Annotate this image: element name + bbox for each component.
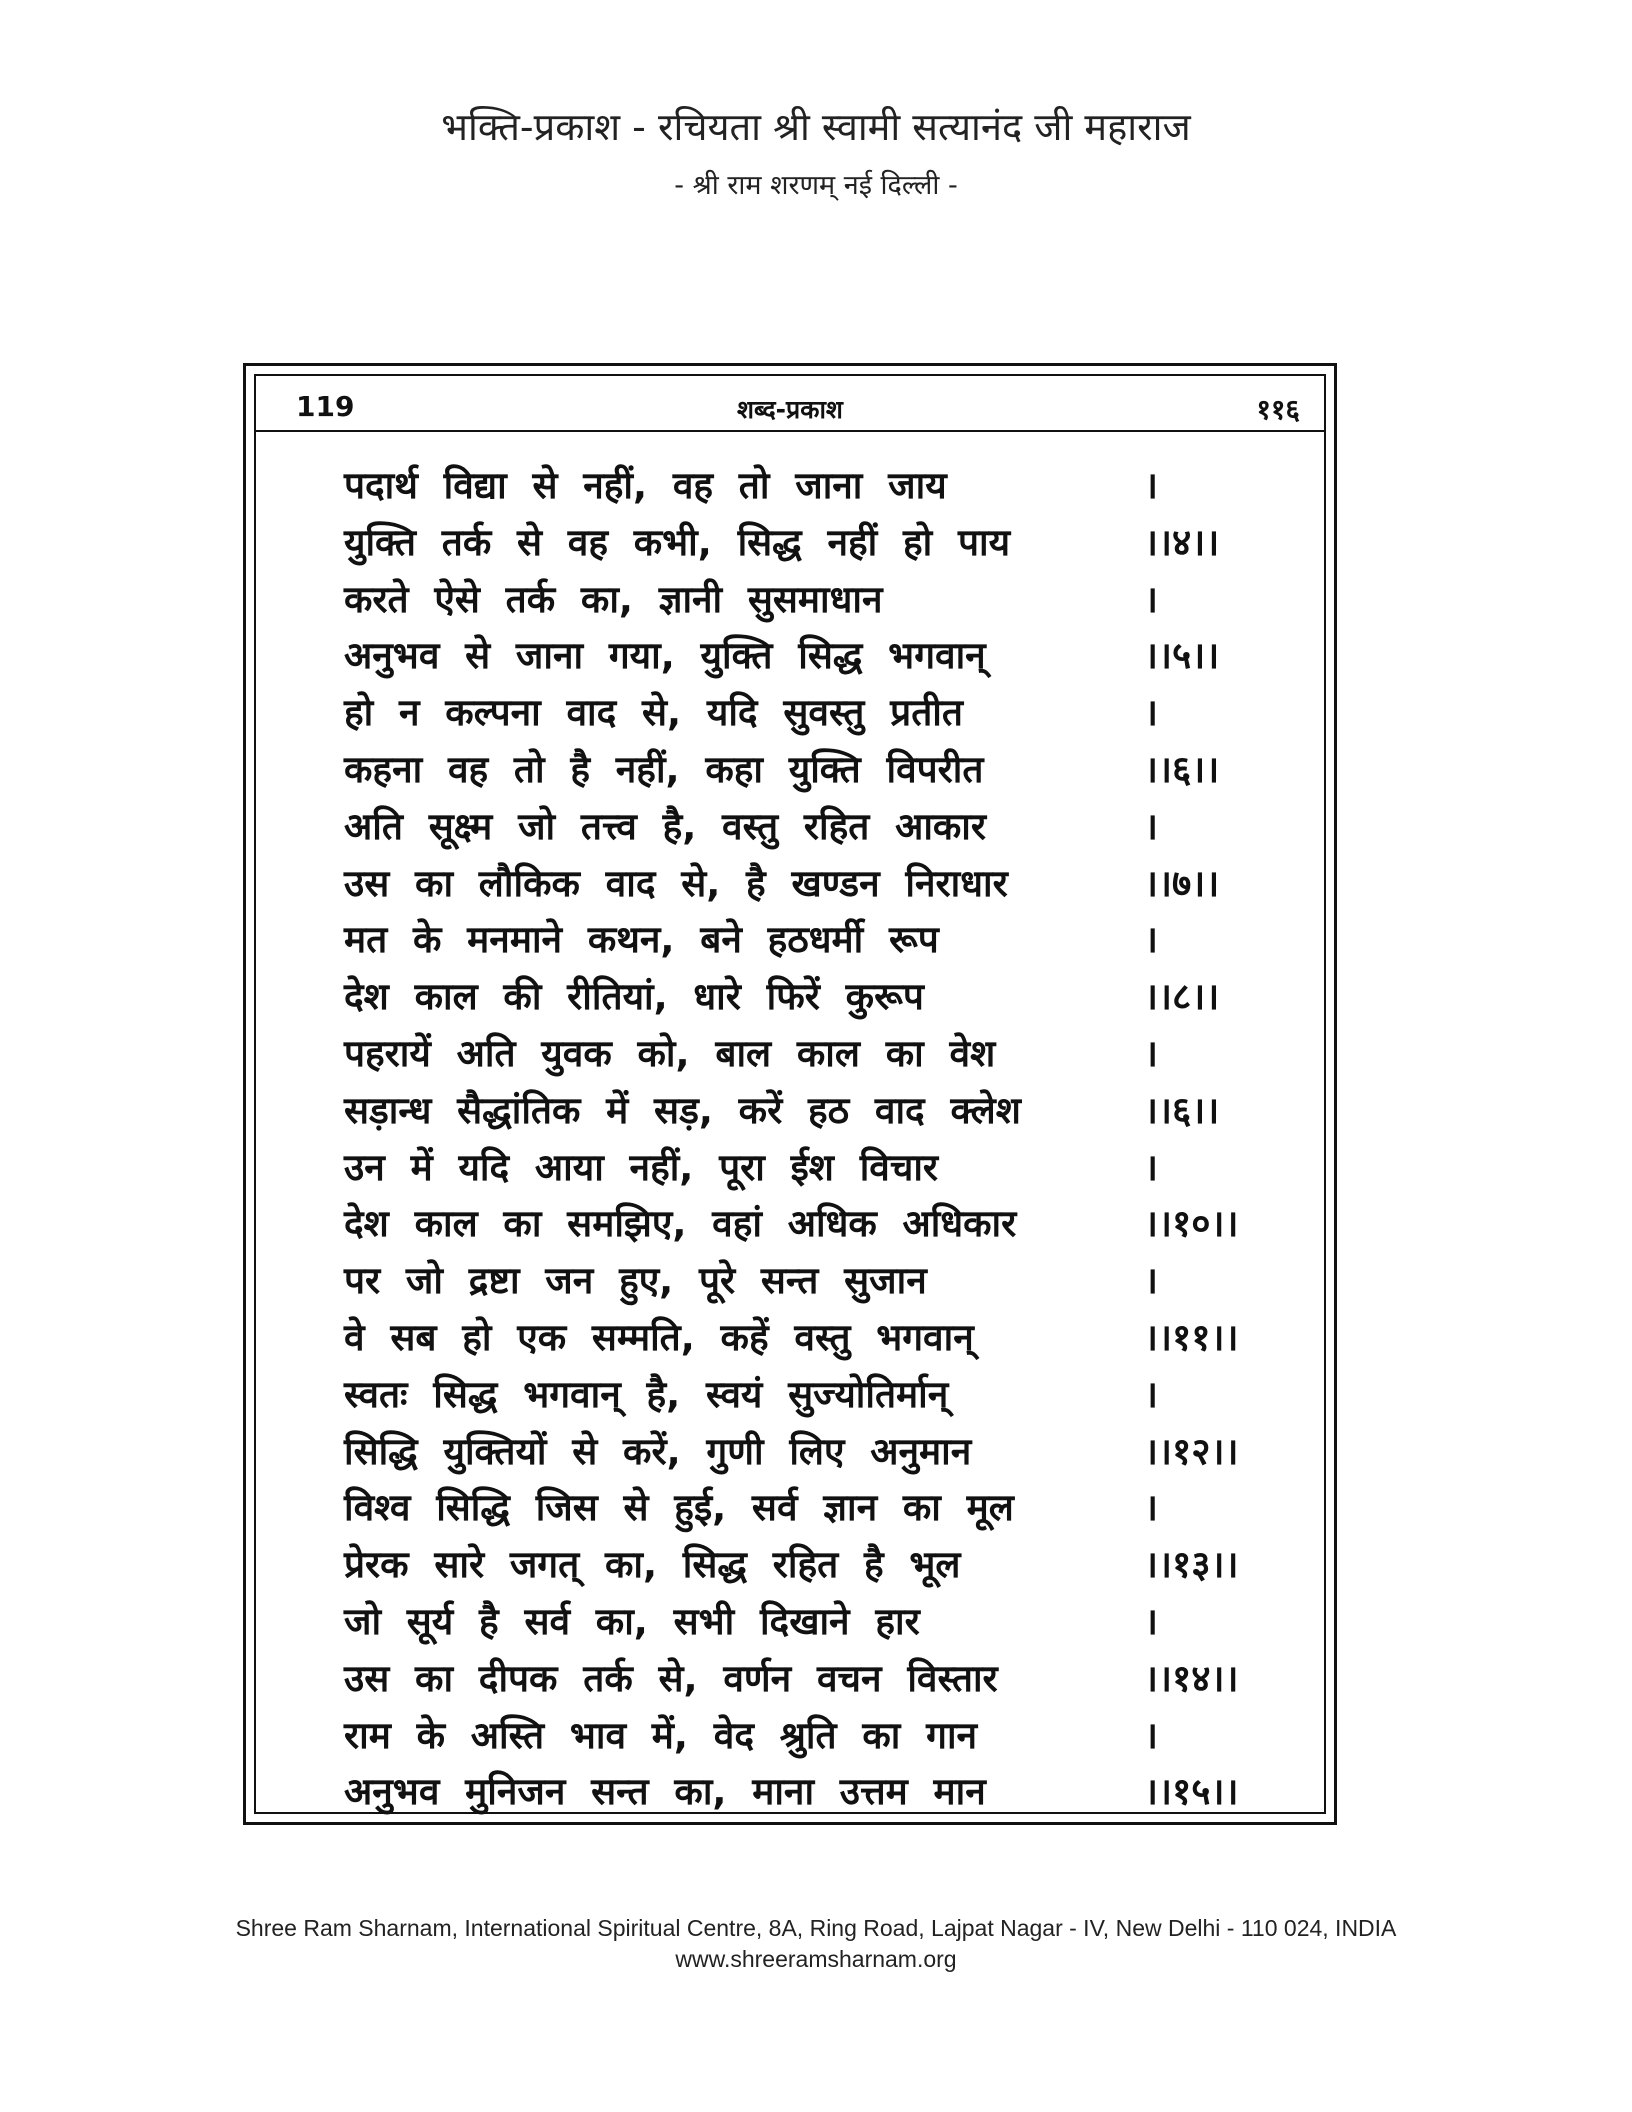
verse-line	[344, 1480, 1264, 1537]
verse-text: सिद्धि युक्तियों से करें, गुणी लिए अनुमान	[344, 1429, 972, 1473]
verse-mark: ।।५।।	[1144, 634, 1220, 678]
page-inner-frame	[254, 374, 1326, 1814]
verse-text: वे सब हो एक सम्मति, कहें वस्तु भगवान्	[344, 1315, 974, 1359]
page-number-devanagari: ११६	[1256, 393, 1300, 426]
verse-line	[344, 685, 1264, 742]
verse-text: अनुभव से जाना गया, युक्ति सिद्ध भगवान्	[344, 634, 986, 678]
verse-line	[344, 856, 1264, 913]
running-head	[256, 388, 1324, 432]
verse-mark: ।।६।।	[1144, 1088, 1220, 1132]
verse-line	[344, 1310, 1264, 1367]
verse-text: कहना वह तो है नहीं, कहा युक्ति विपरीत	[344, 747, 984, 791]
verse-line	[344, 912, 1264, 969]
verse-line	[344, 628, 1264, 685]
verse-text: हो न कल्पना वाद से, यदि सुवस्तु प्रतीत	[344, 691, 963, 735]
verse-line	[344, 1708, 1264, 1765]
verse-mark: ।।११।।	[1144, 1315, 1239, 1359]
verse-mark: ।	[1144, 1599, 1159, 1643]
verse-mark: ।।८।।	[1144, 975, 1220, 1019]
verse-text: अनुभव मुनिजन सन्त का, माना उत्तम मान	[344, 1770, 986, 1814]
verse-mark: ।।१४।।	[1144, 1656, 1239, 1700]
verse-line	[344, 1651, 1264, 1708]
verse-text: उस का दीपक तर्क से, वर्णन वचन विस्तार	[344, 1656, 998, 1700]
verse-mark: ।	[1144, 691, 1159, 735]
verse-text: प्रेरक सारे जगत् का, सिद्ध रहित है भूल	[344, 1543, 961, 1587]
verse-line	[344, 799, 1264, 856]
verse-mark: ।	[1144, 577, 1159, 621]
verse-mark: ।	[1144, 1031, 1159, 1075]
verse-text: उन में यदि आया नहीं, पूरा ईश विचार	[344, 1145, 939, 1189]
verse-text: राम के अस्ति भाव में, वेद श्रुति का गान	[344, 1713, 978, 1757]
verse-mark: ।।६।।	[1144, 747, 1220, 791]
verse-text: पहरायें अति युवक को, बाल काल का वेश	[344, 1031, 996, 1075]
verse-line	[344, 1424, 1264, 1481]
verse-text: सड़ान्ध सैद्धांतिक में सड़, करें हठ वाद क्लेश	[344, 1088, 1021, 1132]
verse-text: करते ऐसे तर्क का, ज्ञानी सुसमाधान	[344, 577, 883, 621]
verse-text: देश काल का समझिए, वहां अधिक अधिकार	[344, 1202, 1017, 1246]
verse-text: उस का लौकिक वाद से, है खण्डन निराधार	[344, 861, 1008, 905]
verse-mark: ।	[1144, 1372, 1159, 1416]
verse-text: पर जो द्रष्टा जन हुए, पूरे सन्त सुजान	[344, 1259, 927, 1303]
verse-text: पदार्थ विद्या से नहीं, वह तो जाना जाय	[344, 464, 947, 507]
verse-mark: ।।७।।	[1144, 861, 1220, 905]
verse-mark: ।	[1144, 1259, 1159, 1303]
verse-line	[344, 1196, 1264, 1253]
verse-mark: ।	[1144, 1145, 1159, 1189]
verse-mark: ।	[1144, 464, 1159, 507]
verse-line	[344, 1594, 1264, 1651]
verse-mark: ।।१२।।	[1144, 1429, 1239, 1473]
verse-line	[344, 1083, 1264, 1140]
verse-text: मत के मनमाने कथन, बने हठधर्मी रूप	[344, 918, 939, 962]
verse-text: अति सूक्ष्म जो तत्त्व है, वस्तु रहित आकार	[344, 804, 987, 848]
verse-text: विश्व सिद्धि जिस से हुई, सर्व ज्ञान का मूल	[344, 1486, 1014, 1530]
verse-mark: ।।४।।	[1144, 520, 1220, 564]
verse-line	[344, 1140, 1264, 1197]
verse-mark: ।	[1144, 1713, 1159, 1757]
verse-list	[344, 458, 1264, 1821]
verse-line	[344, 572, 1264, 629]
page-frame	[243, 363, 1337, 1825]
verse-line	[344, 1367, 1264, 1424]
verse-line	[344, 458, 1264, 515]
verse-text: जो सूर्य है सर्व का, सभी दिखाने हार	[344, 1599, 920, 1643]
section-title: शब्द-प्रकाश	[737, 395, 843, 424]
verse-mark: ।।१०।।	[1144, 1202, 1239, 1246]
verse-mark: ।	[1144, 918, 1159, 962]
verse-mark: ।।१३।।	[1144, 1543, 1239, 1587]
verse-line	[344, 1537, 1264, 1594]
verse-text: स्वतः सिद्ध भगवान् है, स्वयं सुज्योतिर्मान्	[344, 1372, 949, 1416]
verse-mark: ।	[1144, 1486, 1159, 1530]
document-subtitle: - श्री राम शरणम् नई दिल्ली -	[674, 170, 958, 201]
verse-mark: ।	[1144, 804, 1159, 848]
verse-line	[344, 1253, 1264, 1310]
footer-website: www.shreeramsharnam.org	[675, 1946, 957, 1972]
verse-text: देश काल की रीतियां, धारे फिरें कुरूप	[344, 975, 924, 1019]
document-title: भक्ति-प्रकाश - रचियता श्री स्वामी सत्यानंद जी महाराज	[441, 105, 1191, 149]
verse-line	[344, 1026, 1264, 1083]
page-number-latin: 119	[296, 390, 355, 423]
verse-mark: ।।१५।।	[1144, 1770, 1239, 1814]
verse-line	[344, 969, 1264, 1026]
verse-text: युक्ति तर्क से वह कभी, सिद्ध नहीं हो पाय	[344, 520, 1011, 564]
footer-address: Shree Ram Sharnam, International Spiritual Centre, 8A, Ring Road, Lajpat Nagar - IV, New Delhi - 110 024, INDIA	[235, 1915, 1397, 1941]
verse-line	[344, 742, 1264, 799]
verse-line	[344, 515, 1264, 572]
verse-line	[344, 1764, 1264, 1821]
